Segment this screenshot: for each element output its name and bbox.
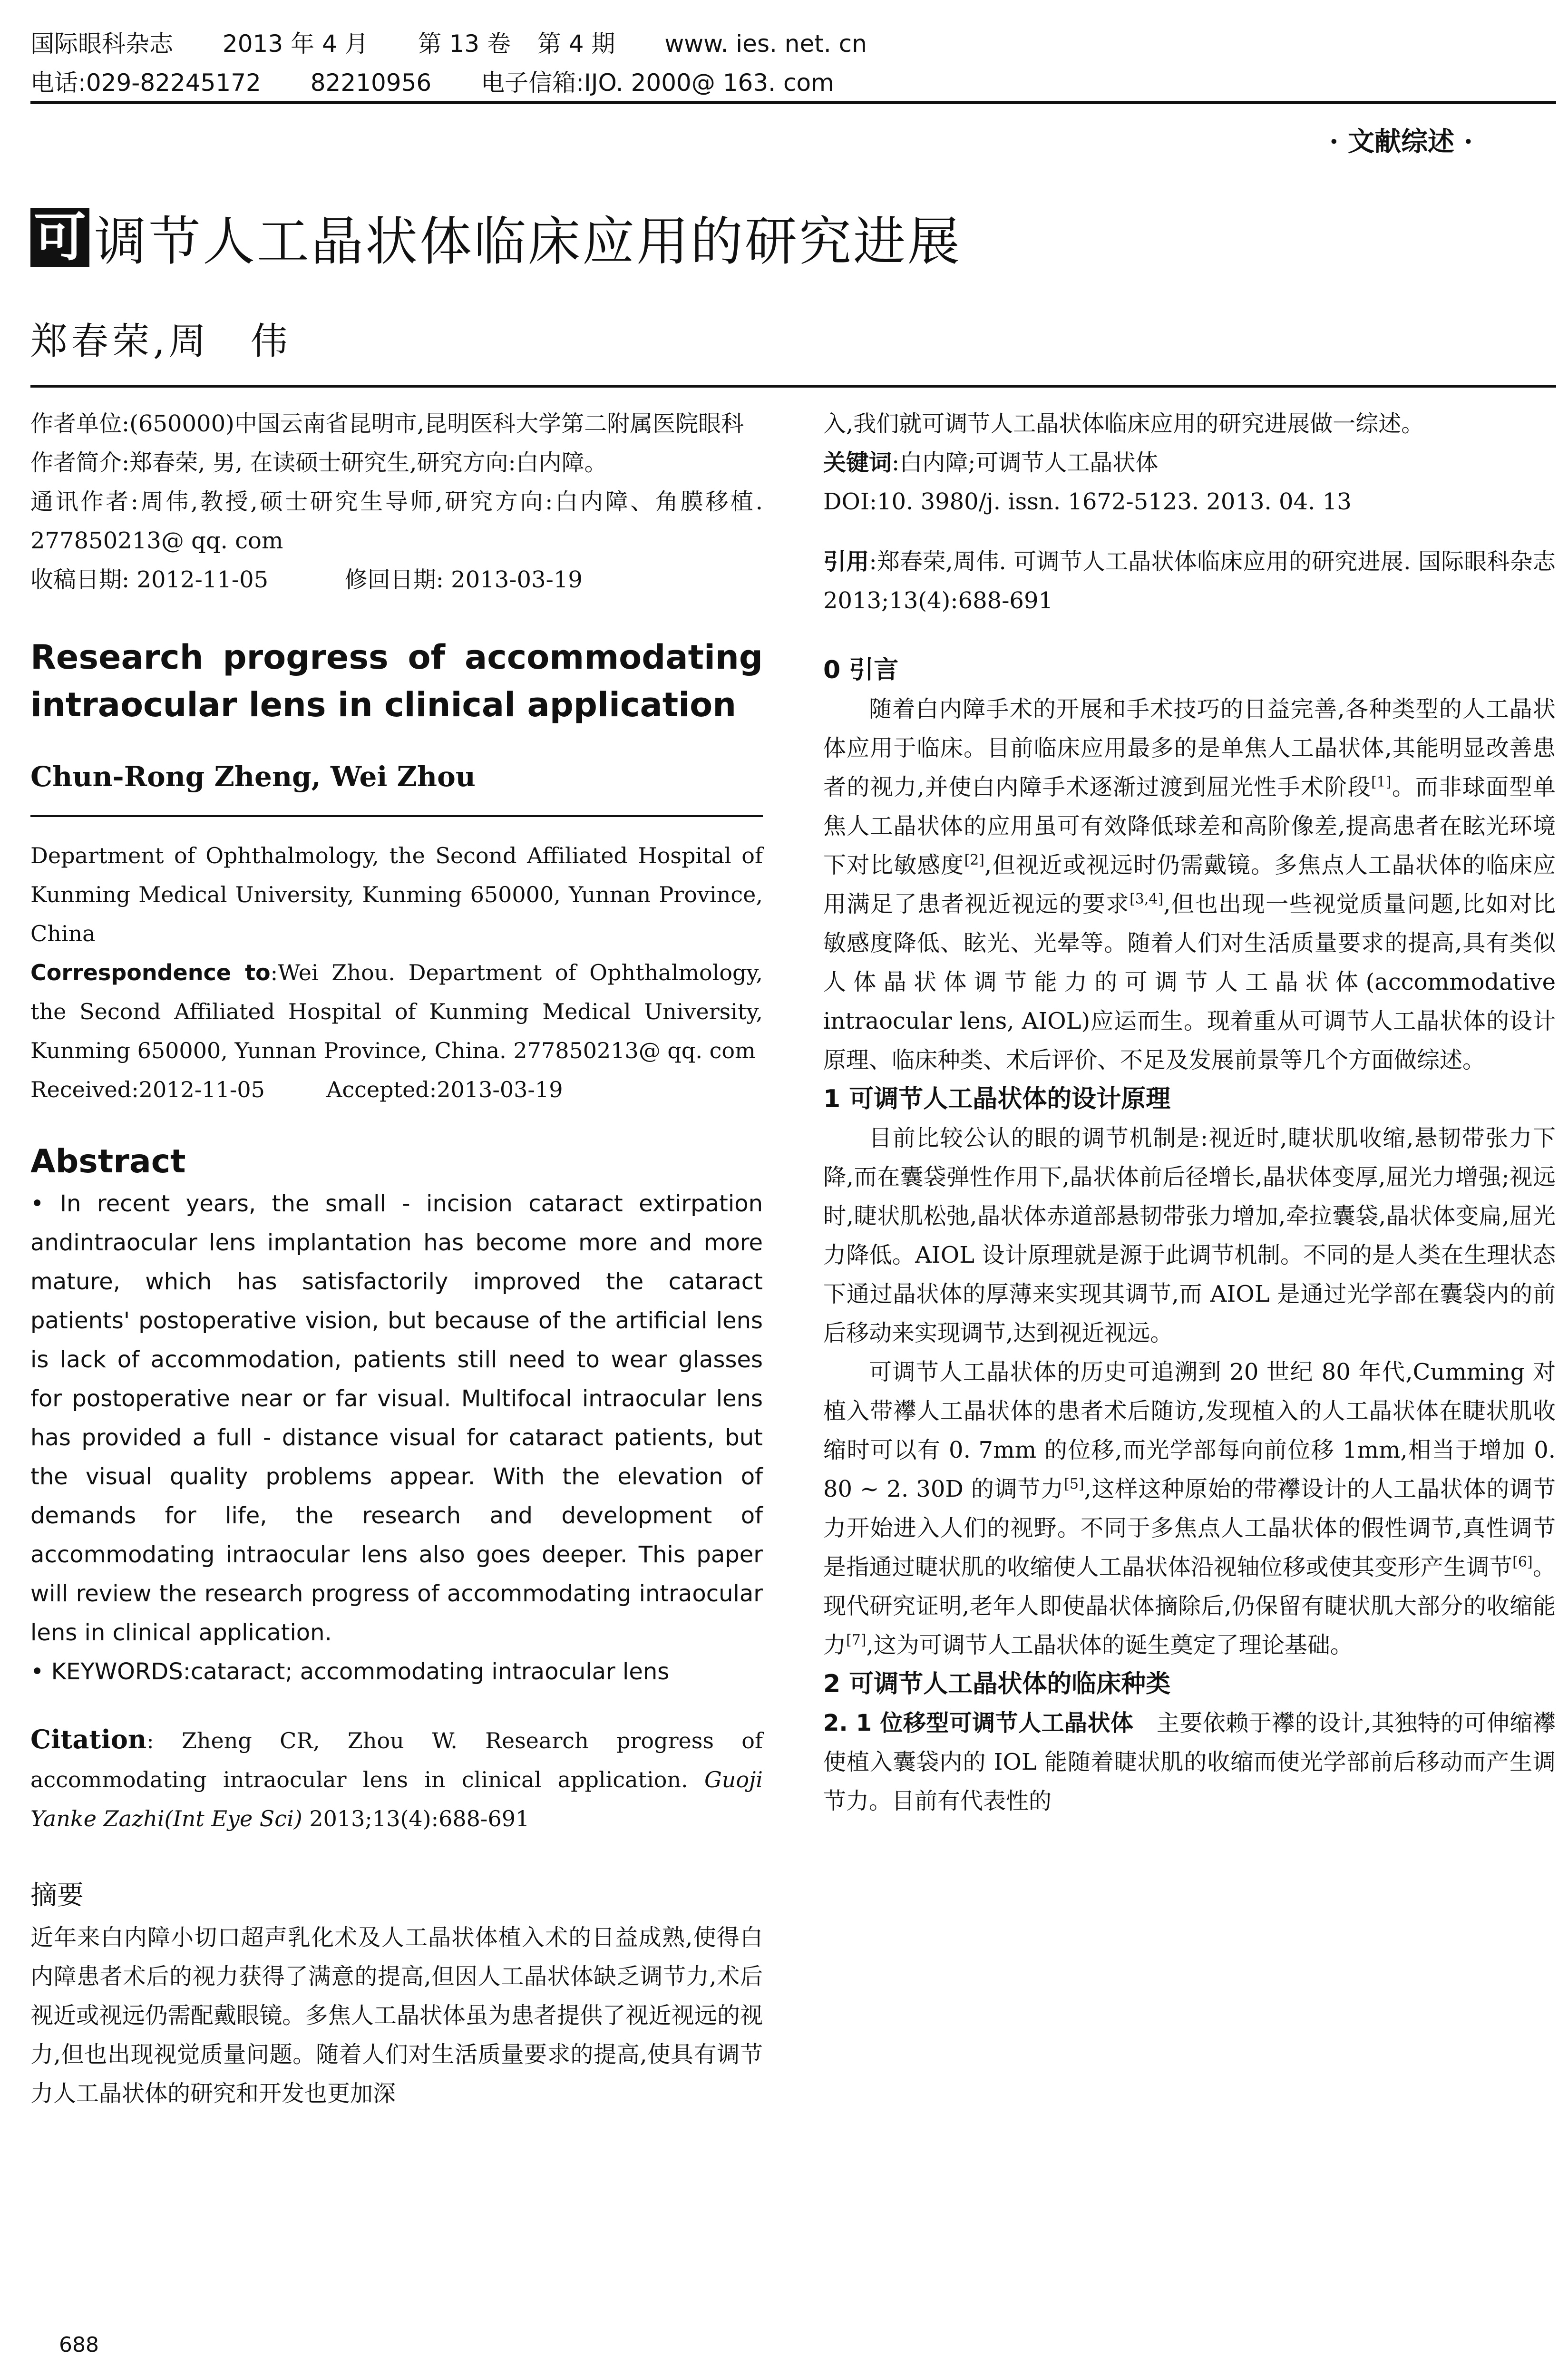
ref-3-4: [3,4] (1130, 891, 1164, 907)
section-0-heading: 0 引言 (823, 656, 899, 684)
title-rule (30, 385, 1556, 388)
section-1-paragraph-2 (823, 1353, 1556, 1665)
issue-number: 第 4 期 (537, 30, 615, 58)
s0-text-b: 。而非球面型单焦人工晶状体的应用虽可有效降低球差和高阶像差,提高患者在眩光环境下对比敏感度 (823, 774, 1556, 878)
authors: 郑春荣,周 伟 (30, 320, 292, 363)
phone: 电话:029-82245172 (30, 69, 261, 97)
s1-text-b: ,这样这种原始的带襻设计的人工晶状体的调节力开始进入人们的视野。不同于多焦点人工晶状体的假性调节,真性调节是指通过睫状肌的收缩使人工晶状体沿视轴位移或使其变形产生调节 (823, 1476, 1556, 1580)
s0-text-a: 随着白内障手术的开展和手术技巧的日益完善,各种类型的人工晶状体应用于临床。目前临床应用最多的是单焦人工晶状体,其能明显改善患者的视力,并使白内障手术逐渐过渡到屈光性手术阶段 (823, 696, 1556, 800)
ref-6: [6] (1512, 1554, 1533, 1570)
cite-label: 引用 (823, 548, 869, 575)
left-column (30, 404, 763, 2113)
page-number: 688 (59, 2333, 99, 2357)
section-0-paragraph (823, 690, 1556, 1080)
dates-zh (30, 560, 763, 599)
authors-rule (30, 815, 763, 817)
keywords-zh (823, 443, 1556, 482)
abstract-heading: Abstract (30, 1143, 186, 1180)
correspondence-en-text: :Wei Zhou. Department of Ophthalmology, the Second Affiliated Hospital of Kunming Medical University, Kunming 650000, Yunnan Province, China. 277850213@ qq. com (30, 960, 763, 1063)
section-label: · 文献综述 · (1329, 126, 1473, 157)
section-2-1-heading: 2. 1 位移型可调节人工晶状体 (823, 1710, 1134, 1736)
section-2-heading: 2 可调节人工晶状体的临床种类 (823, 1670, 1171, 1698)
dates-en (30, 1070, 763, 1109)
citation-text: : Zheng CR, Zhou W. Research progress of accommodating intraocular lens in clinical application. (30, 1728, 763, 1792)
accepted-en: Accepted:2013-03-19 (326, 1077, 563, 1102)
english-title: Research progress of accommodating intraocular lens in clinical application (30, 638, 763, 724)
zh-abstract-text: 近年来白内障小切口超声乳化术及人工晶状体植入术的日益成熟,使得白内障患者术后的视力获得了满意的提高,但因人工晶状体缺乏调节力,术后视近或视远仍需配戴眼镜。多焦人工晶状体虽为患者提供了视近视远的视力,但也出现视觉质量问题。随着人们对生活质量要求的提高,使具有调节力人工晶状体的研究和开发也更加深 (30, 1924, 763, 2107)
section-2-1-text: 主要依赖于襻的设计,其独特的可伸缩襻使植入囊袋内的 IOL 能随着睫状肌的收缩而使光学部前后移动而产生调节力。目前有代表性的 (823, 1710, 1556, 1814)
abstract-text: • In recent years, the small - incision cataract extirpation andintraocular lens implantation has become more and more mature, which has satisfactorily improved the cataract patients' postoperative vision, but because of the artificial lens is lack of accommodation, patients still need to wear glasses for postoperative near or far visual. Multifocal intraocular lens has provided a full - distance visual for cataract patients, but the visual quality problems appear. With the elevation of demands for life, the research and development of accommodating intraocular lens also goes deeper. This paper will review the research progress of accommodating intraocular lens in clinical application. (30, 1190, 763, 1646)
section-1-paragraph-1: 目前比较公认的眼的调节机制是:视近时,睫状肌收缩,悬韧带张力下降,而在囊袋弹性作用下,晶状体前后径增长,晶状体变厚,屈光力增强;视远时,睫状肌松弛,晶状体赤道部悬韧带张力增加,牵拉囊袋,晶状体变扁,屈光力降低。AIOL 设计原理就是源于此调节机制。不同的是人类在生理状态下通过晶状体的厚薄来实现其调节,而 AIOL 是通过光学部在囊袋内的前后移动来实现调节,达到视近视远。 (823, 1125, 1556, 1346)
citation-label: Citation (30, 1724, 147, 1754)
running-header-line-1 (30, 25, 909, 59)
citation-tail: 2013;13(4):688-691 (309, 1806, 530, 1831)
received-date: 收稿日期: 2012-11-05 (30, 566, 269, 593)
title-initial-box: 可 (30, 208, 89, 267)
correspondence-label: Correspondence to (30, 960, 271, 985)
cite-zh-text: :郑春荣,周伟. 可调节人工晶状体临床应用的研究进展. 国际眼科杂志 2013;13(4):688-691 (823, 548, 1556, 614)
keywords-label: 关键词 (823, 449, 892, 476)
correspondence-zh: 通讯作者:周伟,教授,硕士研究生导师,研究方向:白内障、角膜移植. 277850213@ qq. com (30, 488, 763, 554)
ref-1: [1] (1371, 774, 1392, 790)
s1-text-d: ,这为可调节人工晶状体的诞生奠定了理论基础。 (866, 1632, 1353, 1658)
page-title (30, 200, 962, 275)
citation-en (30, 1720, 763, 1838)
s0-text-c: ,但视近或视远时仍需戴镜。多焦点人工晶状体的临床应用满足了患者视近视远的要求 (823, 852, 1556, 917)
issue-date: 2013 年 4 月 (222, 30, 369, 58)
revised-date: 修回日期: 2013-03-19 (344, 566, 583, 593)
s1-text-c: 。现代研究证明,老年人即使晶状体摘除后,仍保留有睫状肌大部分的收缩能力 (823, 1554, 1556, 1658)
affiliation: 作者单位:(650000)中国云南省昆明市,昆明医科大学第二附属医院眼科 (30, 410, 744, 437)
phone-2: 82210956 (310, 69, 432, 97)
received-en: Received:2012-11-05 (30, 1077, 265, 1102)
volume: 第 13 卷 (418, 30, 511, 58)
department-en: Department of Ophthalmology, the Second Affiliated Hospital of Kunming Medical University, Kunming 650000, Yunnan Province, China (30, 843, 763, 946)
doi: DOI:10. 3980/j. issn. 1672-5123. 2013. 04. 13 (823, 488, 1352, 515)
zh-abstract-continued: 入,我们就可调节人工晶状体临床应用的研究进展做一综述。 (823, 410, 1424, 437)
journal-name: 国际眼科杂志 (30, 30, 173, 58)
ref-7: [7] (846, 1632, 867, 1648)
s1-text-a: 可调节人工晶状体的历史可追溯到 20 世纪 80 年代,Cumming 对植入带襻人工晶状体的患者术后随访,发现植入的人工晶状体在睫状肌收缩时可以有 0. 7mm 的位移,而光学部每向前位移 1mm,相当于增加 0. 80 ~ 2. 30D 的调节力 (823, 1359, 1556, 1502)
cite-zh (823, 542, 1556, 620)
citation-journal: Guoji Yanke Zazhi(Int Eye Sci) (30, 1767, 763, 1831)
keywords-en: • KEYWORDS:cataract; accommodating intraocular lens (30, 1658, 670, 1685)
running-header-line-2 (30, 64, 876, 98)
zh-abstract-heading: 摘要 (30, 1880, 84, 1911)
header-rule (30, 101, 1556, 104)
section-2-1-paragraph (823, 1704, 1556, 1821)
author-bio: 作者简介:郑春荣, 男, 在读硕士研究生,研究方向:白内障。 (30, 449, 607, 476)
section-1-heading: 1 可调节人工晶状体的设计原理 (823, 1085, 1171, 1113)
title-text: 调节人工晶状体临床应用的研究进展 (94, 211, 962, 272)
s0-text-d: ,但也出现一些视觉质量问题,比如对比敏感度降低、眩光、光晕等。随着人们对生活质量要求的提高,具有类似人体晶状体调节能力的可调节人工晶状体(accommodative intraocular lens, AIOL)应运而生。现着重从可调节人工晶状体的设计原理、临床种类、术后评价、不足及发展前景等几个方面做综述。 (823, 891, 1556, 1073)
website-link[interactable]: www. ies. net. cn (664, 30, 867, 58)
ref-5: [5] (1064, 1476, 1084, 1492)
right-column (823, 404, 1556, 1821)
english-authors: Chun-Rong Zheng, Wei Zhou (30, 760, 476, 793)
keywords-zh-text: :白内障;可调节人工晶状体 (892, 449, 1159, 476)
ref-2: [2] (964, 852, 984, 868)
correspondence-en (30, 953, 763, 1070)
email: 电子信箱:IJO. 2000@ 163. com (481, 69, 834, 97)
